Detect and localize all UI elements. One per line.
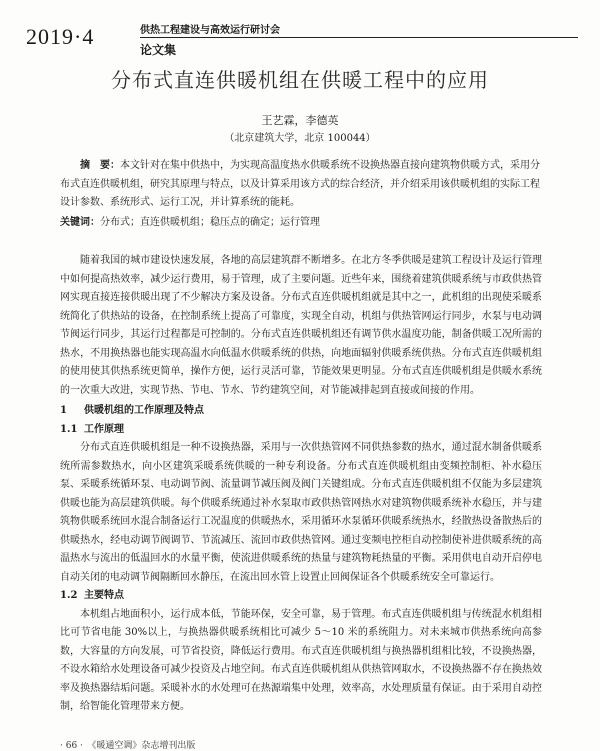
affiliation: （北京建筑大学，北京 100044） <box>224 133 376 144</box>
subsection-number: 1.2 <box>60 590 78 601</box>
subsection-heading <box>60 587 542 606</box>
section-title: 供暖机组的工作原理及特点 <box>84 405 204 416</box>
subsection-heading <box>60 421 542 440</box>
intro-paragraph: 随着我国的城市建设快速发展，各地的高层建筑群不断增多。在北方冬季供暖是建筑工程设计及运行管理中如何提高热效率，减少运行费用，易于管理，成了主要问题。近些年来，围绕着建筑供暖系统与市政供热管网实现直接连接供暖出现了不少解决方案及设备。分布式直连供暖机组就是其中之一，此机组的出现使采暖系统简化了供热站的设备，在控制系统上提高了可靠度，实现全自动，机组与供热管网运行同步，水泵与电动调节阀运行同步，其运行过程都是可控制的。分布式直连供暖机组还有调节供水温度功能，制备供暖工况所需的热水，不用换热器也能实现高温水向低温水供暖系统的供热，向地面辐射供暖系统供热。分布式直连供暖机组的使用使其供热系统更简单，操作方便，运行灵活可靠，节能效果更明显。分布式直连供暖机组是供暖水系统的一次重大改进，实现节热、节电、节水、节约建筑空间，对节能减排起到直接或间接的作用。 <box>60 255 542 396</box>
subsection-title: 主要特点 <box>84 590 124 601</box>
paper-title: 分布式直连供暖机组在供暖工程中的应用 <box>111 68 489 92</box>
body-text <box>60 252 542 717</box>
abstract-block <box>60 157 540 232</box>
section-label: 论文集 <box>140 43 177 57</box>
page-footer: · 66 · 《暖通空调》杂志增刊出版 <box>60 741 196 751</box>
abstract-text: 本文针对在集中供热中，为实现高温度热水供暖系统不设换热器直接向建筑物供暖方式，采用分布式直连供暖机组，研究其原理与特点，以及计算采用该方式的综合经济，并介绍采用该供暖机组的实际工程设计参数、系统形式、运行工况，并计算系统的能耗。 <box>60 160 540 208</box>
abstract-paragraph <box>60 157 540 213</box>
year-issue: 2019·4 <box>26 24 95 49</box>
keywords-text: 分布式；直连供暖机组；稳压点的确定；运行管理 <box>100 216 320 228</box>
keywords-paragraph <box>60 214 540 233</box>
abstract-label: 摘 要： <box>80 160 120 171</box>
keywords-label: 关键词： <box>60 216 100 228</box>
section-number: 1 <box>60 405 67 416</box>
subsection-title: 工作原理 <box>84 423 124 435</box>
subsection-paragraph: 分布式直连供暖机组是一种不设换热器，采用与一次供热管网不同供热参数的热水，通过混水制备供暖系统所需参数热水，向小区建筑采暖系统供暖的一种专利设备。分布式直连供暖机组由变频控制柜、补水稳压泵、采暖系统循环泵、电动调节阀、流量调节减压阀及阀门关键组成。分布式直连供暖机组不仅能为多层建筑供暖也能为高层建筑供暖。每个供暖系统通过补水泵取市政供热管网热水对建筑物供暖系统补水稳压，并与建筑物供暖系统回水混合制备运行工况温度的供暖热水，采用循环水泵循环供暖系统热水，经散热设备散热后的供暖热水，经电动调节阀调节、节流减压、流回市政供热管网。通过变频电控柜自动控制使补进供暖系统的高温热水与流出的低温回水的水量平衡，使流进供暖系统的热量与建筑物耗热量的平衡。采用供电自动开启停电自动关闭的电动调节阀隔断回水静压，在流出回水管上设置止回阀保证各个供暖系统安全可靠运行。 <box>60 442 542 583</box>
section-heading <box>60 402 542 421</box>
authors: 王艺霖，李德英 <box>261 114 339 127</box>
page-header <box>22 20 578 60</box>
subsection-number: 1.1 <box>60 423 78 435</box>
header-rule <box>140 37 578 38</box>
journal-name: 供热工程建设与高效运行研讨会 <box>140 25 280 36</box>
subsection-paragraph: 本机组占地面积小，运行成本低，节能环保，安全可靠，易于管理。布式直连供暖机组与传统混水机组相比可节省电能 30%以上，与换热器供暖系统相比可减少 5～10 米的系统阻力。对未来城市供热系统向高参数，大容量的方向发展，可节省投资，降低运行费用。布式直连供暖机组与换热器机组相比较，不设换热器，不设水箱给水处理设备可减少投资及占地空间。布式直连供暖机组从供热管网取水，不设换热器不存在换热效率及换热器结垢问题。采暖补水的水处理可在热源端集中处理，效率高，水处理质量有保证。由于采用自动控制，给智能化管理带来方便。 <box>60 608 542 712</box>
